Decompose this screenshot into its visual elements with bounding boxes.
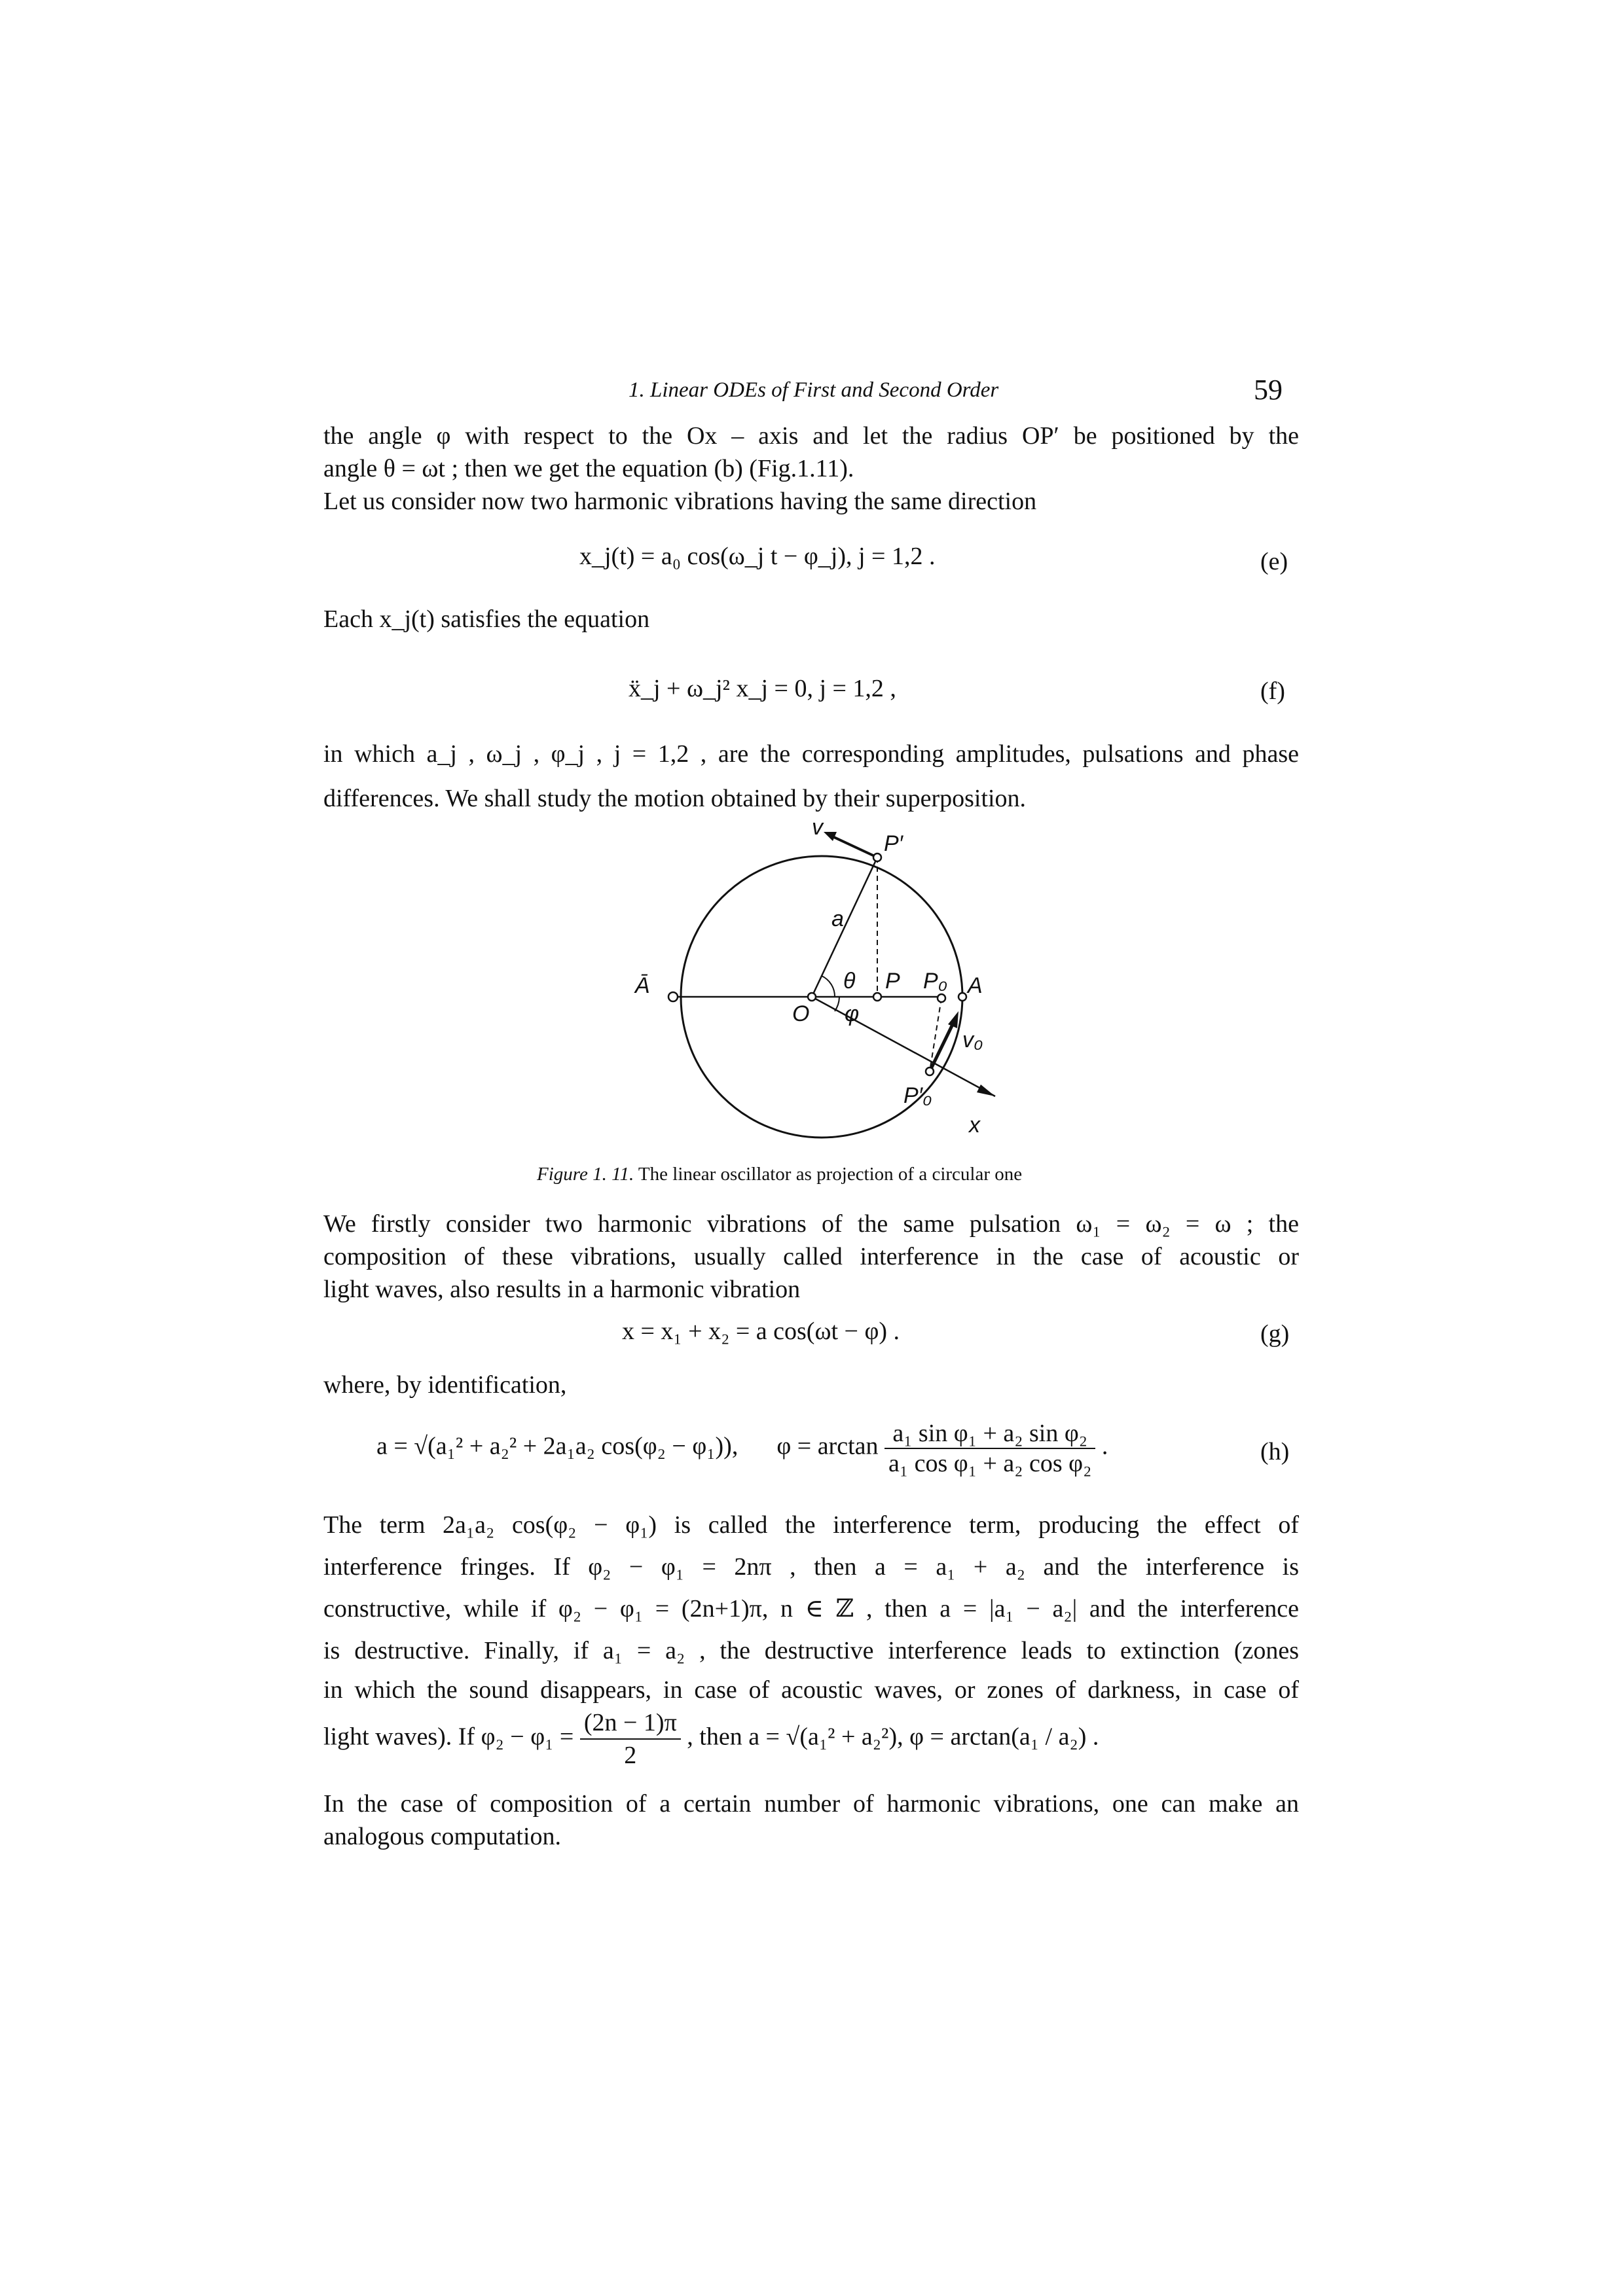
label-phi: φ — [845, 1001, 860, 1026]
oscillator-diagram — [615, 821, 1021, 1149]
label-theta: θ — [843, 969, 856, 994]
phi-arc — [835, 997, 839, 1011]
label-x-axis: x — [969, 1113, 980, 1138]
equation-h-suffix: . — [1101, 1432, 1108, 1460]
paragraph4-line5: in which the sound disappears, in case of acoustic waves, or zones of darkness, in case of — [323, 1676, 1299, 1704]
equation-h-denominator: a₁ cos φ₁ + a₂ cos φ₂ — [888, 1450, 1092, 1477]
label-p0: P₀ — [923, 969, 948, 994]
equation-h-fraction — [884, 1419, 1095, 1478]
paragraph4-line3: constructive, while if φ₂ − φ₁ = (2n+1)π, n ∈ ℤ , then a = |a₁ − a₂| and the interference — [323, 1595, 1299, 1623]
label-o: O — [792, 1001, 810, 1026]
caption-label: Figure 1. 11. — [537, 1164, 634, 1185]
equation-h-numerator: a₁ sin φ₁ + a₂ sin φ₂ — [884, 1419, 1095, 1449]
equation-f: ẍ_j + ω_j² x_j = 0, j = 1,2 , — [629, 675, 896, 702]
x-axis-arrow — [977, 1085, 995, 1096]
label-a-radius: a — [831, 906, 844, 931]
v-arrow — [824, 832, 837, 841]
paragraph4-line7: In the case of composition of a certain number of harmonic vibrations, one can make an — [323, 1790, 1299, 1818]
running-header: 1. Linear ODEs of First and Second Order — [629, 378, 999, 402]
equation-h-label: (h) — [1260, 1438, 1290, 1465]
v-vector — [828, 834, 877, 857]
label-v0: v₀ — [962, 1028, 983, 1052]
point-p — [873, 993, 881, 1001]
paragraph1-line2: angle θ = ωt ; then we get the equation (b) (Fig.1.11). — [323, 455, 854, 482]
each-line: Each x_j(t) satisfies the equation — [323, 605, 650, 633]
label-p0-prime: P′₀ — [903, 1083, 932, 1108]
equation-g: x = x₁ + x₂ = a cos(ωt − φ) . — [622, 1318, 900, 1345]
point-a — [958, 993, 966, 1001]
line6-fraction — [580, 1707, 681, 1771]
paragraph2-line2: differences. We shall study the motion obtained by their superposition. — [323, 785, 1027, 812]
line6-suffix: , then a = √(a₁² + a₂²), φ = arctan(a₁ / a₂) . — [687, 1723, 1099, 1751]
page-number: 59 — [1254, 374, 1283, 406]
paragraph1-line3: Let us consider now two harmonic vibrations having the same direction — [323, 488, 1037, 515]
point-p-prime — [873, 853, 881, 861]
point-p0-prime — [926, 1067, 934, 1075]
label-a: A — [968, 973, 983, 998]
paragraph1-line1: the angle φ with respect to the Ox – axis and let the radius OP′ be positioned by the — [323, 422, 1299, 450]
line6-numerator: (2n − 1)π — [580, 1707, 681, 1740]
paragraph4-line8: analogous computation. — [323, 1823, 562, 1850]
paragraph4-line1: The term 2a₁a₂ cos(φ₂ − φ₁) is called the interference term, producing the effect of — [323, 1511, 1299, 1539]
equation-f-label: (f) — [1260, 677, 1285, 705]
point-o — [808, 993, 816, 1001]
label-p-prime: P′ — [884, 831, 903, 856]
equation-e: x_j(t) = a₀ cos(ω_j t − φ_j), j = 1,2 . — [579, 543, 936, 570]
v0-arrow — [948, 1011, 958, 1028]
line6-denominator: 2 — [624, 1742, 637, 1769]
paragraph3-line1: We firstly consider two harmonic vibrations of the same pulsation ω₁ = ω₂ = ω ; the — [323, 1210, 1299, 1238]
paragraph4-line2: interference fringes. If φ₂ − φ₁ = 2nπ , then a = a₁ + a₂ and the interference is — [323, 1553, 1299, 1581]
paragraph4-line4: is destructive. Finally, if a₁ = a₂ , the destructive interference leads to extinction (zones — [323, 1637, 1299, 1664]
line6-prefix: light waves). If φ₂ − φ₁ = — [323, 1723, 574, 1751]
point-p0 — [938, 994, 945, 1002]
caption-text: The linear oscillator as projection of a circular one — [634, 1164, 1023, 1185]
label-p: P — [885, 969, 900, 994]
paragraph4-line6 — [323, 1707, 1299, 1771]
figure-caption — [537, 1164, 1022, 1185]
equation-h-left: a = √(a₁² + a₂² + 2a₁a₂ cos(φ₂ − φ₁)), — [376, 1432, 739, 1460]
paragraph2-line1: in which a_j , ω_j , φ_j , j = 1,2 , are the corresponding amplitudes, pulsations and phase — [323, 740, 1299, 768]
equation-e-label: (e) — [1260, 548, 1288, 575]
paragraph3-line2: composition of these vibrations, usually called interference in the case of acoustic or — [323, 1243, 1299, 1270]
paragraph3-line3: light waves, also results in a harmonic vibration — [323, 1276, 801, 1303]
label-a-bar: Ā — [635, 973, 650, 998]
equation-h-phi-prefix: φ = arctan — [776, 1432, 879, 1460]
equation-h — [376, 1419, 1108, 1478]
figure-oscillator — [615, 821, 1021, 1149]
theta-arc — [822, 976, 835, 997]
where-line: where, by identification, — [323, 1371, 567, 1399]
equation-g-label: (g) — [1260, 1320, 1290, 1348]
point-a-bar — [668, 992, 678, 1001]
label-v: v — [812, 821, 823, 840]
